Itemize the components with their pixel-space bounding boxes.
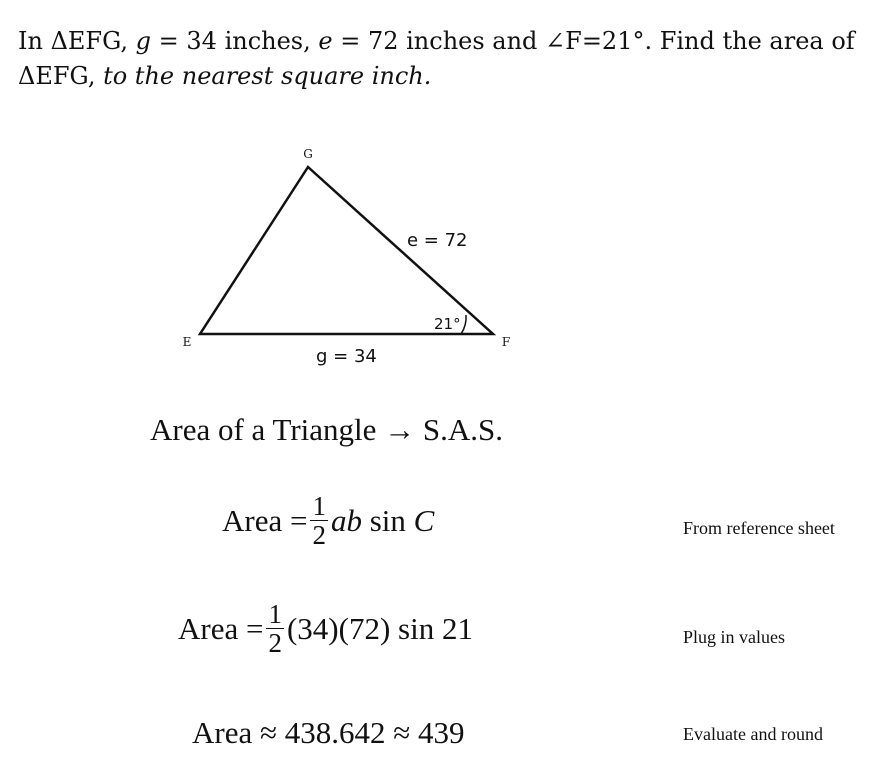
e-variable: e — [318, 27, 333, 55]
triangle-diagram — [170, 140, 530, 380]
step1-note: From reference sheet — [683, 518, 835, 538]
angle-arc — [461, 315, 466, 334]
side-e-label: e = 72 — [407, 230, 468, 251]
side-g-label: g = 34 — [316, 346, 377, 367]
vertex-e-label: E — [182, 335, 192, 349]
fraction-numerator: 1 — [312, 491, 326, 521]
formula-fraction — [310, 492, 328, 549]
formula-lhs: Area = — [222, 502, 308, 538]
angle-f-label: 21° — [434, 315, 461, 333]
formula-ab: ab — [330, 502, 362, 538]
problem-intro: In ΔEFG, — [18, 27, 136, 55]
step3-note: Evaluate and round — [683, 724, 823, 744]
g-value: = 34 inches, — [151, 27, 319, 55]
substitution-rhs: (34)(72) sin 21 — [286, 610, 473, 646]
substitution-equation — [178, 600, 473, 657]
formula-equation — [222, 492, 434, 549]
result-text: Area ≈ 438.642 ≈ 439 — [192, 715, 465, 750]
substitution-fraction — [266, 600, 284, 657]
formula-sin: sin — [361, 502, 414, 538]
vertex-f-label: F — [501, 335, 511, 349]
e-value: = 72 inches and ∠F=21°. Find the area of ΔEFG, — [18, 27, 855, 90]
problem-statement — [18, 24, 858, 94]
fraction-numerator: 1 — [268, 599, 282, 629]
vertex-g-label: G — [303, 147, 313, 161]
g-variable: g — [135, 27, 152, 55]
solution-heading: Area of a Triangle → S.A.S. — [150, 412, 504, 447]
fraction-denominator: 2 — [268, 628, 282, 658]
substitution-lhs: Area = — [178, 610, 264, 646]
problem-ask: to the nearest square inch. — [103, 62, 432, 90]
result-equation — [192, 715, 465, 751]
step2-note: Plug in values — [683, 627, 785, 647]
fraction-denominator: 2 — [312, 520, 326, 550]
formula-c: C — [413, 502, 435, 538]
